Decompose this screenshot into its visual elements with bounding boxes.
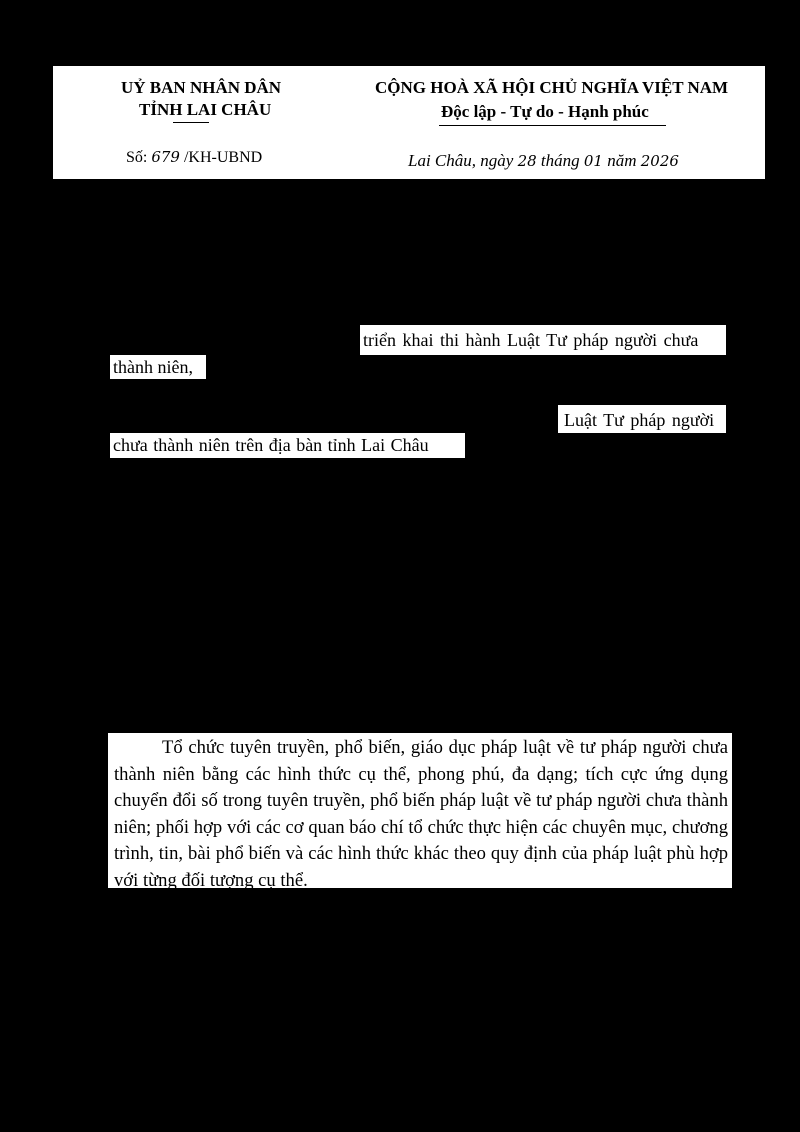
country-name: CỘNG HOÀ XÃ HỘI CHỦ NGHĨA VIỆT NAM [375, 78, 729, 97]
date-year-label: năm [607, 151, 637, 170]
fragment-1-line2: thành niên, [113, 357, 193, 377]
number-prefix: Số: [126, 149, 148, 166]
date-month-label: tháng [540, 151, 580, 170]
date-month: 01 [583, 152, 603, 170]
fragment-1-line1: triển khai thi hành Luật Tư pháp người chưa [363, 330, 699, 350]
fragment-1-line2-box [110, 355, 206, 379]
province-name: TỈNH LAI CHÂU [139, 100, 272, 119]
fragment-2-line1: Luật Tư pháp người [564, 410, 715, 430]
fragment-1-line1-box [360, 325, 726, 355]
national-motto: Độc lập - Tự do - Hạnh phúc [441, 102, 649, 121]
number-value: 679 [151, 148, 180, 166]
fragment-2-line2-box [110, 433, 465, 458]
document-date [408, 152, 679, 169]
document-header [53, 66, 765, 179]
body-paragraph-box [108, 733, 732, 891]
fragment-2-line1-box [558, 405, 726, 433]
date-year: 2026 [640, 152, 679, 170]
motto-underline [439, 125, 666, 126]
body-paragraph: Tổ chức tuyên truyền, phổ biến, giáo dục pháp luật về tư pháp người chưa thành niên bằng các hình thức cụ thể, phong phú, đa dạng; tích cực ứng dụng chuyển đổi số trong tuyên truyền, phổ biến pháp luật về tư pháp người chưa thành niên; phối hợp với các cơ quan báo chí tổ chức thực hiện các chuyên mục, chương trình, tin, bài phổ biến và các hình thức khác theo quy định của pháp luật phù hợp với từng đối tượng cụ thể. [114, 737, 728, 891]
agency-name: UỶ BAN NHÂN DÂN [121, 78, 282, 97]
number-suffix: /KH-UBND [183, 149, 263, 166]
fragment-2-line2: chưa thành niên trên địa bàn tỉnh Lai Châu [113, 435, 429, 455]
document-number [126, 150, 262, 166]
date-day: 28 [517, 152, 537, 170]
province-underline [173, 122, 209, 123]
date-place: Lai Châu, ngày [408, 151, 514, 170]
